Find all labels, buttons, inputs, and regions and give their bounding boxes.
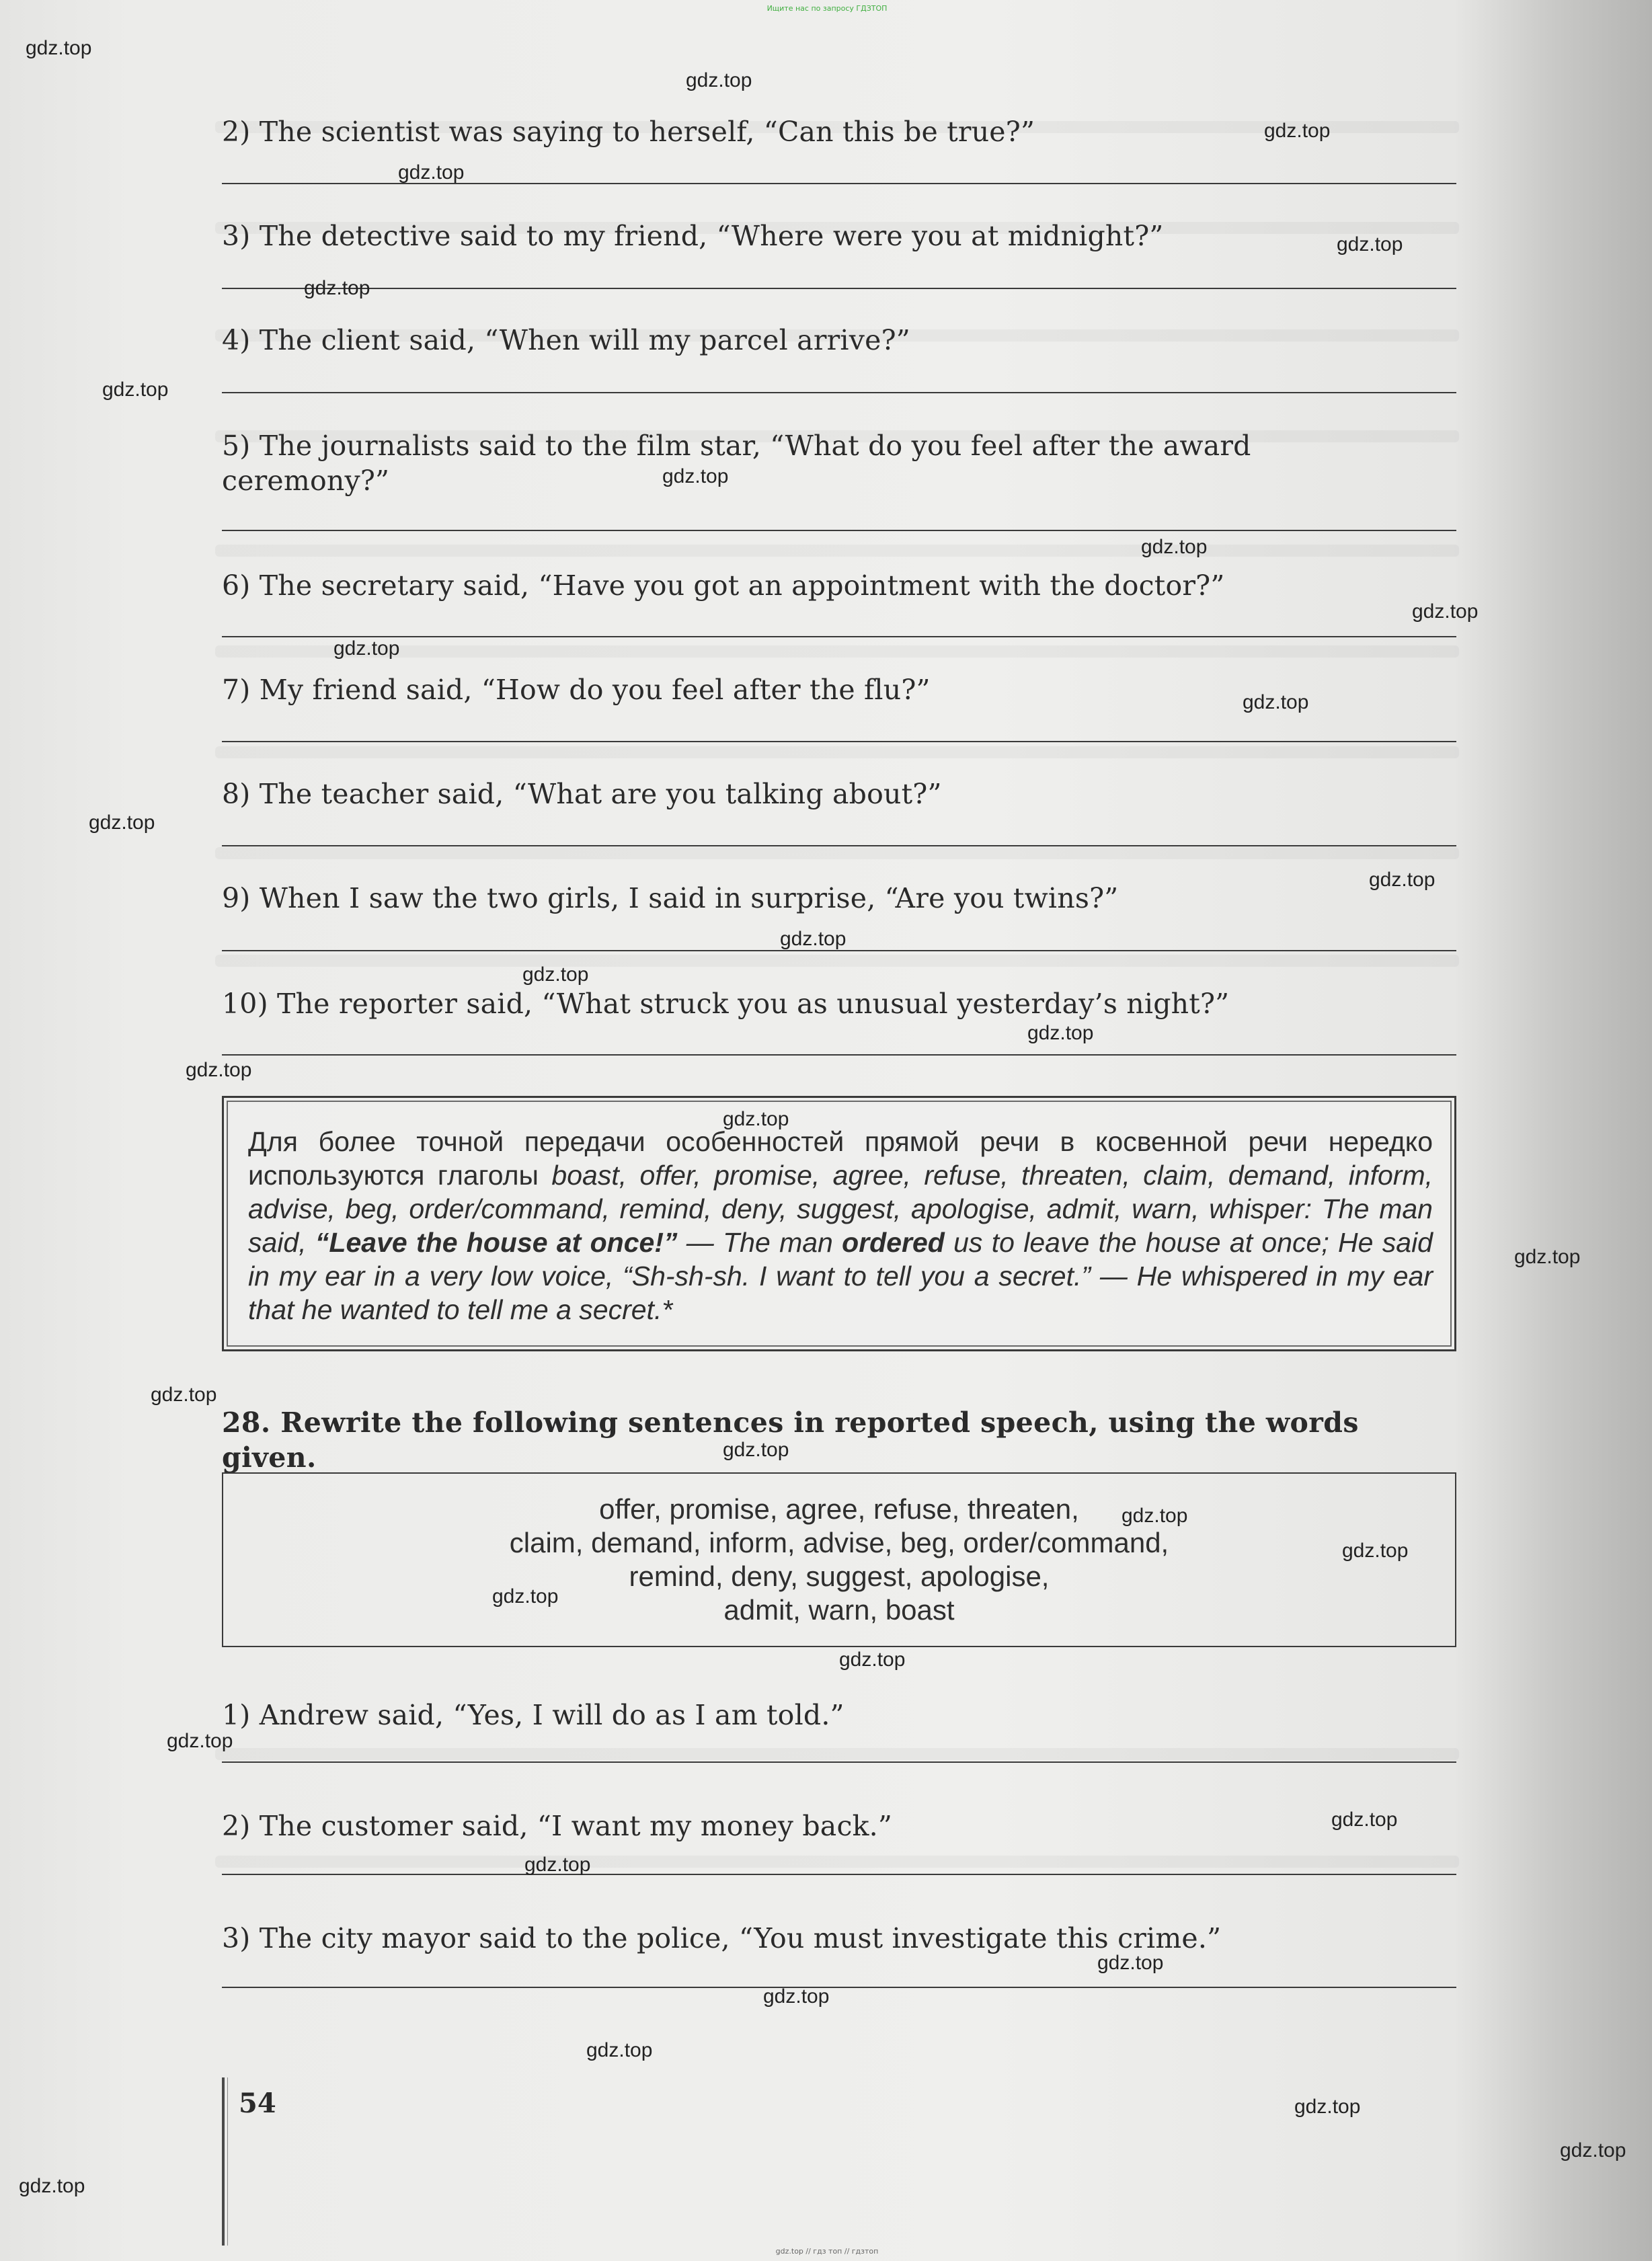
watermark: gdz.top <box>1264 120 1331 142</box>
watermark: gdz.top <box>1514 1246 1581 1268</box>
watermark: gdz.top <box>522 963 589 986</box>
answer-line[interactable] <box>222 1987 1456 1988</box>
word-bank-line: claim, demand, inform, advise, beg, order/command, <box>509 1527 1169 1558</box>
show-through <box>215 1748 1459 1760</box>
watermark: gdz.top <box>763 1985 830 2008</box>
watermark: gdz.top <box>686 69 752 91</box>
show-through <box>215 847 1459 859</box>
watermark: gdz.top <box>1337 233 1403 255</box>
answer-line[interactable] <box>222 741 1456 742</box>
ex28-item-1: 1) Andrew said, “Yes, I will do as I am told.” <box>222 1699 844 1731</box>
watermark: gdz.top <box>1369 869 1435 891</box>
watermark: gdz.top <box>89 811 155 834</box>
answer-line[interactable] <box>222 845 1456 846</box>
watermark: gdz.top <box>723 1108 789 1130</box>
exercise-28-title: 28. Rewrite the following sentences in reported speech, using the words given. <box>222 1406 1359 1474</box>
watermark: gdz.top <box>26 37 92 59</box>
watermark: gdz.top <box>1141 536 1208 558</box>
show-through <box>215 645 1459 658</box>
answer-line[interactable] <box>222 1874 1456 1875</box>
word-bank-line: admit, warn, boast <box>723 1594 955 1626</box>
item-7: 7) My friend said, “How do you feel after the flu?” <box>222 674 931 706</box>
item-4: 4) The client said, “When will my parcel arrive?” <box>222 324 910 356</box>
watermark: gdz.top <box>1097 1952 1164 1974</box>
watermark: gdz.top <box>398 161 465 184</box>
watermark: gdz.top <box>1122 1505 1188 1527</box>
watermark: gdz.top <box>1560 2139 1626 2161</box>
item-5-line1: 5) The journalists said to the film star, “What do you feel after the award <box>222 430 1251 462</box>
watermark: gdz.top <box>780 928 847 950</box>
watermark: gdz.top <box>839 1649 906 1671</box>
watermark: gdz.top <box>1342 1540 1409 1562</box>
watermark: gdz.top <box>662 465 729 487</box>
grammar-note-box <box>222 1096 1456 1351</box>
word-bank <box>223 1493 1455 1627</box>
item-9: 9) When I saw the two girls, I said in surprise, “Are you twins?” <box>222 882 1119 914</box>
ex28-item-3: 3) The city mayor said to the police, “You must investigate this crime.” <box>222 1922 1222 1954</box>
answer-line[interactable] <box>222 392 1456 393</box>
top-link[interactable]: Ищите нас по запросу ГДЗТОП <box>766 4 888 13</box>
watermark: gdz.top <box>524 1854 591 1876</box>
watermark: gdz.top <box>492 1585 559 1608</box>
watermark: gdz.top <box>19 2175 85 2197</box>
answer-line[interactable] <box>222 530 1456 531</box>
page-margin-bar <box>222 2077 225 2246</box>
watermark: gdz.top <box>333 637 400 660</box>
show-through <box>215 955 1459 967</box>
show-through <box>215 545 1459 557</box>
item-3: 3) The detective said to my friend, “Where were you at midnight?” <box>222 220 1164 252</box>
item-10: 10) The reporter said, “What struck you as unusual yesterday’s night?” <box>222 988 1230 1020</box>
item-5-line2: ceremony?” <box>222 465 390 497</box>
page-number: 54 <box>239 2088 276 2119</box>
answer-line[interactable] <box>222 288 1456 289</box>
watermark: gdz.top <box>102 379 169 401</box>
answer-line[interactable] <box>222 636 1456 637</box>
word-bank-box <box>222 1472 1456 1647</box>
page-margin-bar <box>227 2077 228 2246</box>
watermark: gdz.top <box>167 1730 233 1752</box>
show-through <box>215 1856 1459 1868</box>
watermark: gdz.top <box>1331 1809 1398 1831</box>
watermark: gdz.top <box>151 1384 217 1406</box>
watermark: gdz.top <box>304 277 370 299</box>
item-2: 2) The scientist was saying to herself, “Can this be true?” <box>222 116 1035 148</box>
watermark: gdz.top <box>186 1059 252 1081</box>
word-bank-line: offer, promise, agree, refuse, threaten, <box>599 1493 1079 1525</box>
bottom-link[interactable]: gdz.top // гдз топ // гдзтоп <box>775 2247 879 2256</box>
show-through <box>215 746 1459 758</box>
watermark: gdz.top <box>1412 600 1479 623</box>
watermark: gdz.top <box>1027 1022 1094 1044</box>
watermark: gdz.top <box>723 1439 789 1461</box>
ex28-item-2: 2) The customer said, “I want my money back.” <box>222 1810 893 1842</box>
item-8: 8) The teacher said, “What are you talking about?” <box>222 778 942 810</box>
watermark: gdz.top <box>1243 691 1309 713</box>
answer-line[interactable] <box>222 1054 1456 1056</box>
watermark: gdz.top <box>586 2039 653 2061</box>
watermark: gdz.top <box>1294 2096 1361 2118</box>
grammar-note-text: Для более точной передачи особенностей прямой речи в косвенной речи нередко используются глаголы boast, offer, promise, agree, refuse, threaten, claim, demand, inform, advise, beg, order/command, remind, deny, suggest, apologise, admit, warn, whisper: The man said, “Leave the house at once!” — The man ordered us to leave the house at once; He said in my ear in a very low voice, “Sh-sh-sh. I want to tell you a secret.” — He whispered in my ear that he wanted to tell me a secret.* <box>248 1126 1433 1325</box>
item-6: 6) The secretary said, “Have you got an appointment with the doctor?” <box>222 569 1225 602</box>
word-bank-line: remind, deny, suggest, apologise, <box>629 1560 1050 1592</box>
answer-line[interactable] <box>222 1761 1456 1763</box>
